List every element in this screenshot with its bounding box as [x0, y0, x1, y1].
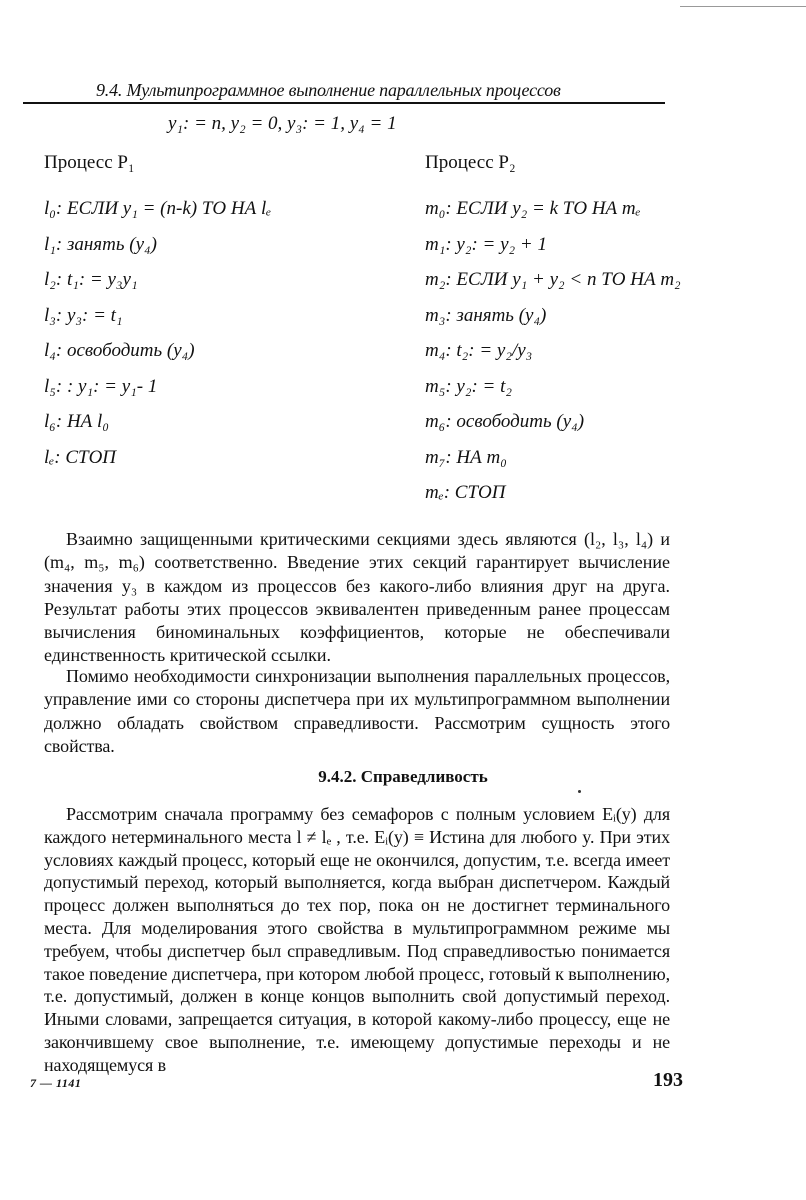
p2-line: m₇: НА m₀	[425, 446, 507, 468]
p2-line: m₀: ЕСЛИ y₂ = k ТО НА mₑ	[425, 198, 641, 219]
p2-line: m₅: y₂: = t₂	[425, 375, 512, 397]
p1-line: l₅: : y₁: = y₁- 1	[44, 375, 158, 397]
header-rule	[23, 102, 665, 104]
section-title: 9.4.2. Справедливость	[318, 767, 488, 786]
paragraph-synchronization: Помимо необходимости синхронизации выполнения параллельных процессов, управление ими со стороны диспетчера при их мультипрограммном выполнении должно обладать свойством справедливости. Рассмотрим сущность этого свойства.	[44, 666, 670, 756]
p1-line: l₀: ЕСЛИ y₁ = (n-k) ТО НА lₑ	[44, 198, 272, 219]
p1-line: l₁: занять (y₄)	[44, 233, 157, 255]
process-p2-title: Процесс P₂	[425, 152, 516, 173]
process-p2-column	[425, 152, 765, 518]
paragraph-critical-sections: Взаимно защищенными критическими секциями здесь являются (l₂, l₃, l₄) и (m₄, m₅, m₆) соответственно. Введение этих секций гарантирует вычисление значения y₃ в каждом из процессов без какого-либо влияния друг на друга. Результат работы этих процессов эквивалентен приведенным ранее процессам вычисления биноминальных коэффициентов, которые не обеспечивали единственность критической ссылки.	[44, 529, 670, 666]
p2-line: mₑ: СТОП	[425, 482, 506, 503]
running-head: 9.4. Мультипрограммное выполнение параллельных процессов	[96, 80, 561, 100]
p2-line: m₃: занять (y₄)	[425, 304, 547, 326]
p1-line: lₑ: СТОП	[44, 446, 117, 468]
process-p1-column	[44, 152, 364, 482]
p2-line: m₄: t₂: = y₂/y₃	[425, 340, 533, 361]
page-number: 193	[653, 1069, 683, 1091]
printer-signature: 7 — 1141	[30, 1076, 82, 1090]
top-edge-line	[680, 6, 806, 7]
paragraph-fairness: Рассмотрим сначала программу без семафоров с полным условием Eᵢ(y) для каждого нетерминального места l ≠ lₑ , т.е. Eᵢ(y) ≡ Истина для любого y. При этих условиях каждый процесс, который еще не окончился, допустим, т.е. всегда имеет допустимый переход, который выполняется, когда выбран диспетчером. Каждый процесс должен выполняться до тех пор, пока он не достигнет терминального места. Для моделирования этого свойства в мультипрограммном режиме мы требуем, чтобы диспетчер был справедливым. Под справедливостью понимается такое поведение диспетчера, при котором любой процесс, готовый к выполнению, т.е. допустимый, должен в конце концов выполнить свой допустимый переход. Иными словами, запрещается ситуация, в которой какому-либо процессу, еще не закончившему свое выполнение, т.е. имеющему допустимые переходы и не находящемуся в	[44, 804, 670, 1075]
p2-line: m₁: y₂: = y₂ + 1	[425, 233, 547, 255]
p1-line: l₄: освободить (y₄)	[44, 340, 195, 361]
process-p1-title: Процесс P₁	[44, 152, 135, 173]
p2-line: m₂: ЕСЛИ y₁ + y₂ < n ТО НА m₂	[425, 269, 681, 290]
p1-line: l₂: t₁: = y₃y₁	[44, 269, 138, 290]
print-speck	[578, 790, 581, 793]
init-line: y₁: = n, y₂ = 0, y₃: = 1, y₄ = 1	[168, 113, 397, 134]
p2-line: m₆: освободить (y₄)	[425, 411, 585, 432]
p1-line: l₆: НА l₀	[44, 411, 109, 432]
p1-line: l₃: y₃: = t₁	[44, 304, 123, 326]
